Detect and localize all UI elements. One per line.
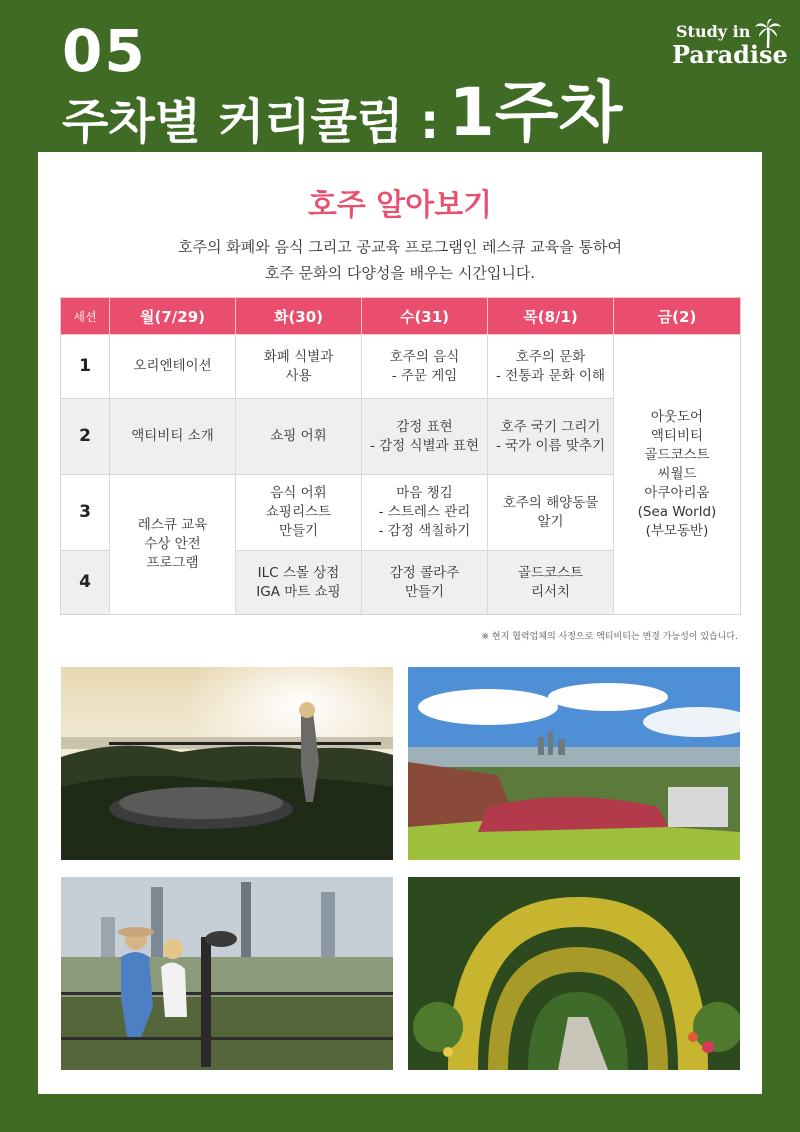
cell-fri-merged: 아웃도어 액티비티 골드코스트 씨월드 아쿠아리움 (Sea World) (부모동반)	[614, 335, 741, 615]
cell-wed: 감정 콜라주 만들기	[362, 551, 488, 615]
cell-mon: 오리엔테이션	[110, 335, 236, 399]
cell-tue: 음식 어휘 쇼핑리스트 만들기	[236, 475, 362, 551]
cell-thu: 호주 국기 그리기 - 국가 이름 맞추기	[488, 399, 614, 475]
cell-tue: 화폐 식별과 사용	[236, 335, 362, 399]
header-mon: 월(7/29)	[110, 298, 236, 335]
table-header-row	[61, 298, 741, 335]
curriculum-card	[38, 152, 762, 1094]
section-title: 호주 알아보기	[307, 188, 493, 223]
photo-lookout-binoculars	[61, 877, 393, 1070]
photo-lookout-sunrise	[61, 667, 393, 860]
brand-logo	[672, 18, 788, 70]
session-number: 4	[61, 551, 110, 615]
header-session: 세션	[61, 298, 110, 335]
header-thu: 목(8/1)	[488, 298, 614, 335]
cell-thu: 골드코스트 리서치	[488, 551, 614, 615]
brand-line2: Paradise	[672, 40, 788, 69]
cell-thu: 호주의 문화 - 전통과 문화 이해	[488, 335, 614, 399]
page-title-week: 1주차	[448, 74, 623, 151]
description-line-2: 호주 문화의 다양성을 배우는 시간입니다.	[264, 264, 536, 282]
cell-wed: 마음 챙김 - 스트레스 관리 - 감정 색칠하기	[362, 475, 488, 551]
page-title-main: 주차별 커리큘럼 :	[62, 94, 440, 150]
page-title	[62, 74, 623, 151]
section-description	[38, 234, 762, 286]
header-tue: 화(30)	[236, 298, 362, 335]
header-wed: 수(31)	[362, 298, 488, 335]
photo-flower-arch	[408, 877, 740, 1070]
session-number: 1	[61, 335, 110, 399]
header-fri: 금(2)	[614, 298, 741, 335]
cell-wed: 감정 표현 - 감정 식별과 표현	[362, 399, 488, 475]
photo-city-view	[408, 667, 740, 860]
week-number: 05	[62, 17, 147, 85]
cell-thu: 호주의 해양동물 알기	[488, 475, 614, 551]
table-row	[61, 335, 741, 399]
brand-line1: Study in	[676, 22, 751, 41]
session-number: 2	[61, 399, 110, 475]
cell-tue: ILC 스몰 상점 IGA 마트 쇼핑	[236, 551, 362, 615]
curriculum-table	[60, 297, 741, 615]
cell-mon-merged: 레스큐 교육 수상 안전 프로그램	[110, 475, 236, 615]
change-notice: ※ 현지 협력업체의 사정으로 액티비티는 변경 가능성이 있습니다.	[481, 632, 738, 642]
cell-tue: 쇼핑 어휘	[236, 399, 362, 475]
palm-tree-icon	[754, 18, 782, 48]
session-number: 3	[61, 475, 110, 551]
cell-wed: 호주의 음식 - 주문 게임	[362, 335, 488, 399]
cell-mon: 액티비티 소개	[110, 399, 236, 475]
description-line-1: 호주의 화폐와 음식 그리고 공교육 프로그램인 레스큐 교육을 통하여	[178, 238, 622, 256]
